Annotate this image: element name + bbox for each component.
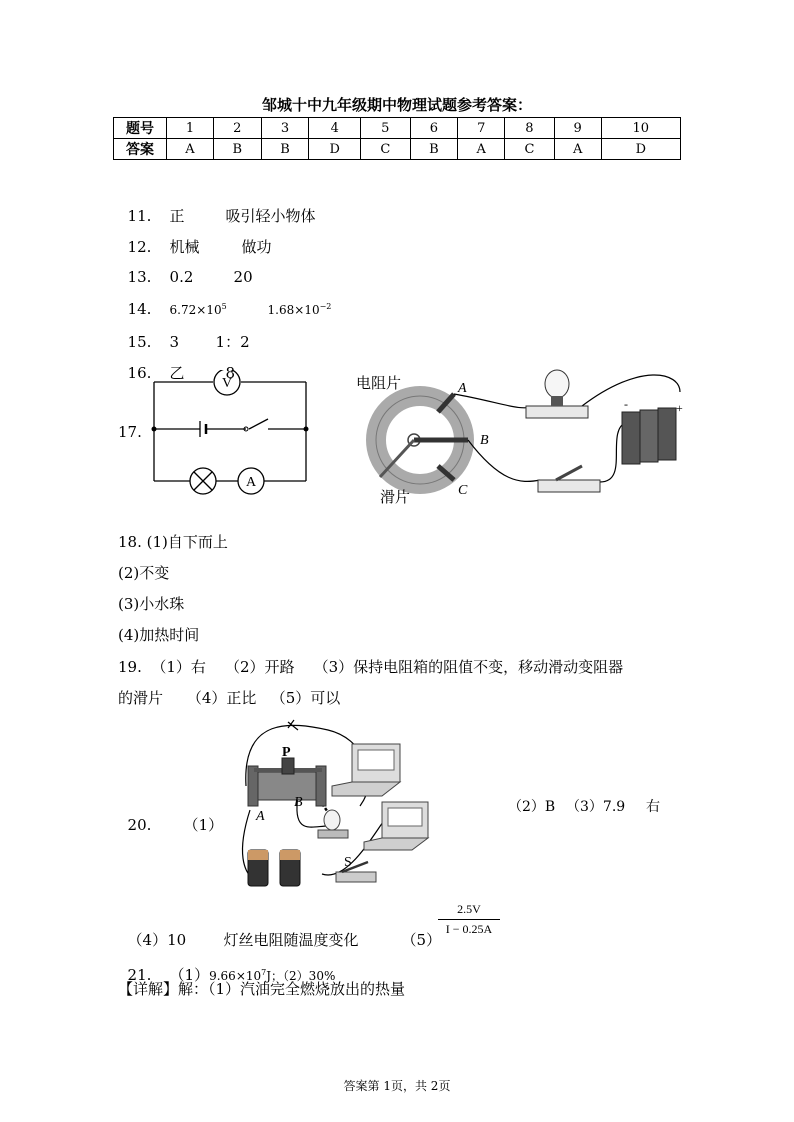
page-footer: 答案第 1页，共 2页 bbox=[343, 1079, 451, 1093]
answer-text: （1） bbox=[169, 966, 210, 984]
fraction-bar bbox=[438, 919, 500, 920]
table-header-answer: 答案 bbox=[114, 139, 167, 160]
answer-text: 乙 bbox=[169, 364, 185, 382]
value-unit: J； bbox=[266, 969, 284, 983]
answer-line-20-parts bbox=[508, 796, 660, 816]
table-cell: A bbox=[554, 139, 601, 160]
lamp-base bbox=[526, 406, 588, 418]
answer-line-18-3: (3)小水珠 bbox=[118, 595, 185, 613]
slider-label: 滑片 bbox=[380, 490, 411, 506]
voltmeter-label: V bbox=[221, 376, 233, 391]
table-row-answers bbox=[114, 139, 681, 160]
value-base: 9.66×10 bbox=[209, 969, 262, 983]
answer-line-19-1: 19. （1）右 （2）开路 （3）保持电阻箱的阻值不变，移动滑动变阻器 bbox=[118, 658, 624, 676]
table-cell: C bbox=[505, 139, 554, 160]
question-number: 20. bbox=[127, 816, 152, 834]
value-exponent: −2 bbox=[319, 302, 332, 311]
answer-text: （5） bbox=[401, 931, 442, 949]
answer-text: 做功 bbox=[241, 238, 272, 256]
question-number: 17. bbox=[118, 423, 142, 441]
answer-text: 20 bbox=[233, 268, 253, 286]
value-base: 6.72×10 bbox=[169, 303, 222, 317]
table-cell: 9 bbox=[554, 118, 601, 139]
plus-label: + bbox=[676, 401, 683, 415]
answer-line-13 bbox=[118, 250, 253, 286]
physical-circuit-diagram-17 bbox=[350, 362, 695, 512]
lamp-icon bbox=[545, 370, 569, 398]
switch-s-label: S bbox=[344, 855, 352, 870]
answer-text: （2）B bbox=[508, 799, 556, 815]
fraction-formula bbox=[438, 902, 500, 937]
table-header-number: 题号 bbox=[114, 118, 167, 139]
answer-table bbox=[113, 117, 681, 160]
terminal-c-label: C bbox=[458, 483, 468, 498]
answer-text: 灯丝电阻随温度变化 bbox=[223, 931, 359, 949]
table-cell: D bbox=[601, 139, 680, 160]
table-cell: A bbox=[458, 139, 505, 160]
question-number: 12. bbox=[127, 238, 152, 256]
table-cell: 4 bbox=[309, 118, 361, 139]
value-exponent: 5 bbox=[221, 302, 227, 311]
answer-text: （3）7.9 bbox=[566, 799, 626, 815]
answer-text: （4）10 bbox=[127, 931, 187, 949]
question-number: 14. bbox=[127, 300, 152, 318]
terminal-a-label: A bbox=[256, 809, 265, 824]
table-cell: C bbox=[361, 139, 410, 160]
answer-text: 3 bbox=[169, 333, 180, 351]
question-number: 11. bbox=[127, 207, 152, 225]
table-cell: A bbox=[167, 139, 214, 160]
rheostat-icon bbox=[252, 772, 322, 800]
answer-text: （2）30% bbox=[283, 969, 336, 983]
fraction-numerator: 2.5V bbox=[457, 902, 481, 916]
answer-line-19-2: 的滑片 （4）正比 （5）可以 bbox=[118, 689, 341, 707]
experiment-diagram-20 bbox=[232, 716, 442, 894]
answer-line-18-4: (4)加热时间 bbox=[118, 626, 200, 644]
fraction-denominator: I − 0.25A bbox=[445, 922, 493, 936]
table-cell: 3 bbox=[261, 118, 309, 139]
lamp-icon bbox=[324, 810, 340, 830]
table-cell: 6 bbox=[410, 118, 458, 139]
table-cell: B bbox=[261, 139, 309, 160]
slider-p-label: P bbox=[282, 745, 291, 760]
ammeter-label: A bbox=[245, 475, 257, 490]
circuit-diagram-17 bbox=[140, 370, 320, 500]
switch-icon bbox=[336, 872, 376, 882]
answer-text: 0.2 bbox=[169, 268, 194, 286]
voltmeter-icon bbox=[364, 802, 428, 850]
answer-text bbox=[268, 303, 332, 317]
table-cell: 7 bbox=[458, 118, 505, 139]
answer-line-18-2: (2)不变 bbox=[118, 564, 170, 582]
battery-icon bbox=[622, 408, 676, 464]
question-number: 16. bbox=[127, 364, 152, 382]
value-exponent: 7 bbox=[261, 968, 267, 977]
table-cell: 5 bbox=[361, 118, 410, 139]
minus-label: - bbox=[624, 397, 628, 411]
answer-text: 8 bbox=[225, 364, 236, 382]
answer-text: 右 bbox=[646, 799, 660, 815]
table-cell: B bbox=[410, 139, 458, 160]
terminal-b-label: B bbox=[480, 433, 489, 448]
resistor-sheet-label: 电阻片 bbox=[356, 376, 402, 392]
switch-icon bbox=[556, 466, 582, 480]
question-number: 15. bbox=[127, 333, 152, 351]
answer-line-18-1: 18. (1)自下而上 bbox=[118, 533, 228, 551]
table-row-numbers bbox=[114, 118, 681, 139]
answer-line-20-continued bbox=[118, 911, 441, 950]
ammeter-icon bbox=[332, 744, 400, 796]
terminal-a-label: A bbox=[458, 381, 467, 396]
table-cell: B bbox=[213, 139, 261, 160]
table-cell: D bbox=[309, 139, 361, 160]
answer-text: 机械 bbox=[169, 238, 200, 256]
answer-text: （1） bbox=[183, 816, 224, 834]
table-cell: 10 bbox=[601, 118, 680, 139]
switch-base bbox=[538, 480, 600, 492]
value-base: 1.68×10 bbox=[267, 303, 320, 317]
terminal-b-label: B bbox=[294, 795, 303, 810]
page-title: 邹城十中九年级期中物理试题参考答案： bbox=[261, 96, 532, 114]
answer-line-20 bbox=[118, 796, 223, 835]
table-cell: 1 bbox=[167, 118, 214, 139]
question-number: 13. bbox=[127, 268, 152, 286]
answer-text: 1：2 bbox=[215, 333, 250, 351]
question-number: 21. bbox=[127, 966, 152, 984]
table-cell: 8 bbox=[505, 118, 554, 139]
table-cell: 2 bbox=[213, 118, 261, 139]
answer-text: 正 bbox=[169, 207, 185, 225]
answer-text: 吸引轻小物体 bbox=[225, 207, 316, 225]
detail-line: 【详解】解：（1）汽油完全燃烧放出的热量 bbox=[118, 980, 406, 998]
